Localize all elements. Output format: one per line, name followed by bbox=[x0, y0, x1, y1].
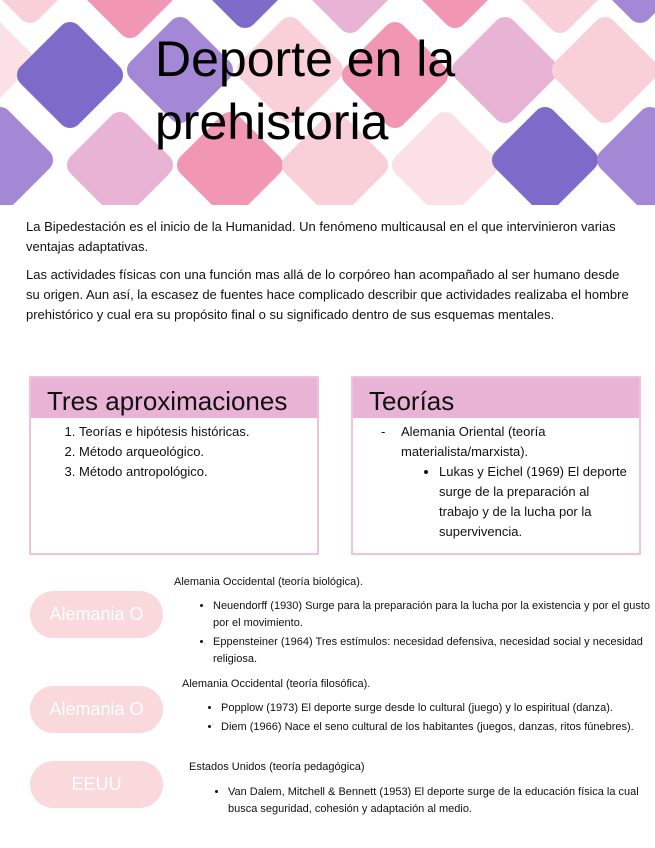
diamond-tile bbox=[12, 17, 128, 133]
list-item: • Eppensteiner (1964) Tres estímulos: necesidad defensiva, necesidad social y necesidad religiosa. bbox=[213, 634, 655, 668]
list-item: • Lukas y Eichel (1969) El deporte surge de la preparación al trabajo y de la lucha por la supervivencia. bbox=[439, 462, 627, 542]
pill-alemania-o-2: Alemania O bbox=[30, 686, 163, 733]
aproximaciones-box bbox=[29, 376, 319, 555]
section-list-filosofica bbox=[204, 700, 655, 738]
intro-paragraph-1: La Bipedestación es el inicio de la Humanidad. Un fenómeno multicausal en el que intervinieron varias ventajas adaptativas. bbox=[26, 219, 616, 254]
section-list-pedagogica bbox=[211, 784, 653, 820]
section-heading-filosofica: Alemania Occidental (teoría filosófica). bbox=[182, 678, 371, 690]
page-title: Deporte en la prehistoria bbox=[155, 31, 456, 150]
list-item: 1. Teorías e hipótesis históricas. bbox=[79, 422, 317, 442]
teorias-heading: Teorías bbox=[353, 378, 639, 418]
list-item: • Popplow (1973) El deporte surge desde lo cultural (juego) y lo espiritual (danza). bbox=[221, 700, 655, 717]
aproximaciones-list bbox=[31, 418, 317, 482]
list-item: • Neuendorff (1930) Surge para la preparación para la lucha por la existencia y por el gusto por el movimiento. bbox=[213, 598, 655, 632]
teorias-item: Alemania Oriental (teoría materialista/marxista). bbox=[401, 424, 546, 459]
list-item: • Van Dalem, Mitchell & Bennett (1953) El deporte surge de la educación física la cual busca seguridad, cohesión y adaptación al medio. bbox=[228, 784, 653, 818]
section-list-biologica bbox=[196, 598, 655, 670]
teorias-box bbox=[351, 376, 641, 555]
teorias-list bbox=[353, 418, 639, 542]
list-item: 3. Método antropológico. bbox=[79, 462, 317, 482]
teorias-sublist bbox=[401, 462, 627, 542]
intro-paragraph-2: Las actividades físicas con una función mas allá de lo corpóreo han acompañado al ser humano desde su origen. Aun así, la escasez de fuentes hace complicado describir que actividades realizaba el hombre prehistórico y cual era su propósito final o su significado dentro de sus esquemas mentales. bbox=[26, 267, 629, 322]
diamond-tile bbox=[0, 102, 58, 205]
aproximaciones-heading: Tres aproximaciones bbox=[31, 378, 317, 418]
list-item: 2. Método arqueológico. bbox=[79, 442, 317, 462]
dash-bullet: - bbox=[381, 424, 386, 439]
list-item: • Diem (1966) Nace el seno cultural de los habitantes (juegos, danzas, ritos fúnebres). bbox=[221, 719, 655, 736]
section-heading-pedagogica: Estados Unidos (teoría pedagógica) bbox=[189, 761, 365, 773]
pill-alemania-o-1: Alemania O bbox=[30, 591, 163, 638]
pill-eeuu: EEUU bbox=[30, 761, 163, 808]
list-item bbox=[381, 422, 627, 542]
section-heading-biologica: Alemania Occidental (teoría biológica). bbox=[174, 576, 363, 588]
